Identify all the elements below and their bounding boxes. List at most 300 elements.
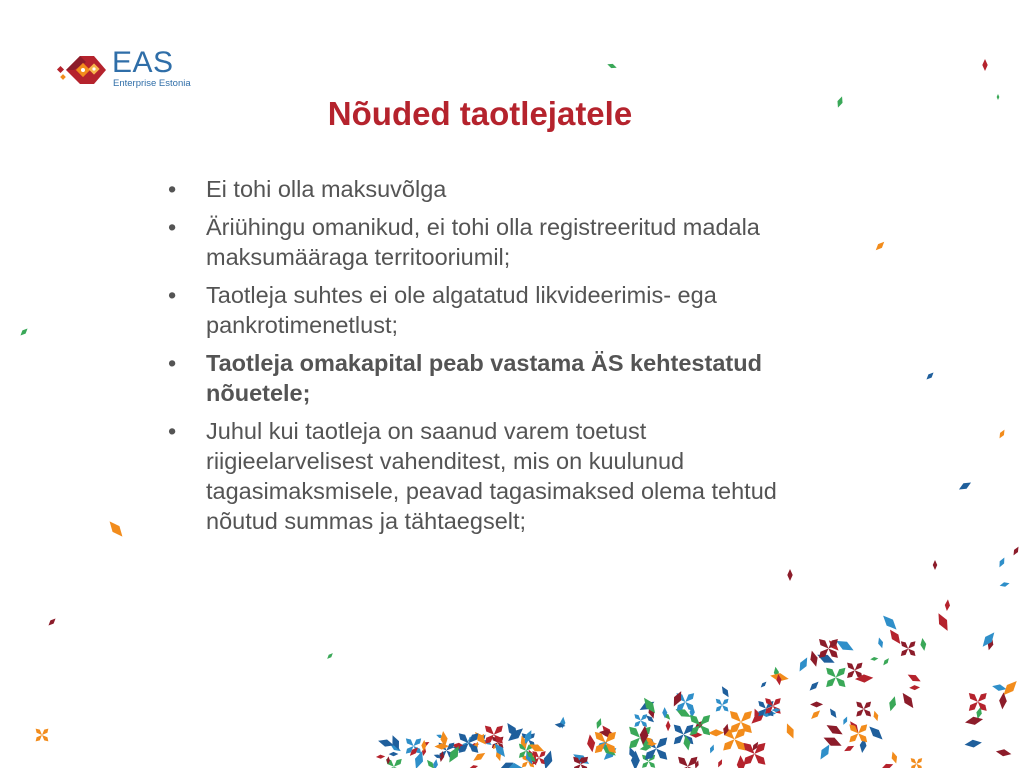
bullet-item bbox=[168, 348, 808, 408]
confetti-star bbox=[653, 746, 670, 763]
confetti-piece bbox=[986, 637, 995, 651]
confetti-piece bbox=[577, 755, 588, 764]
confetti-piece bbox=[607, 62, 618, 70]
confetti-star bbox=[633, 719, 643, 729]
confetti-piece bbox=[47, 617, 57, 627]
confetti-star bbox=[524, 742, 535, 753]
confetti-star bbox=[579, 755, 590, 766]
confetti-star bbox=[640, 760, 650, 768]
confetti-piece bbox=[645, 714, 656, 724]
confetti-star bbox=[847, 731, 860, 744]
confetti-star bbox=[676, 754, 691, 768]
confetti-piece bbox=[389, 734, 402, 751]
confetti-piece bbox=[999, 581, 1010, 588]
confetti-piece bbox=[827, 638, 841, 653]
confetti-star bbox=[687, 713, 702, 728]
confetti-star bbox=[40, 727, 50, 737]
confetti-piece bbox=[541, 749, 555, 768]
confetti-star bbox=[721, 697, 731, 707]
confetti-piece bbox=[505, 725, 526, 744]
bullet-text: Juhul kui taotleja on saanud varem toetust riigieelarvelisest vahenditest, mis on kuulunud tagasimaksmisele, peavad tagasimaksed olema tehtud nõutud summas ja tähtaegselt; bbox=[206, 418, 777, 534]
confetti-star bbox=[771, 704, 783, 716]
confetti-star bbox=[752, 740, 768, 756]
confetti-piece bbox=[919, 638, 927, 652]
confetti-star bbox=[854, 700, 865, 711]
confetti-star bbox=[738, 719, 754, 735]
confetti-star bbox=[732, 736, 749, 753]
confetti-star bbox=[647, 760, 657, 768]
bullet-text: Taotleja suhtes ei ole algatatud likvideerimis- ega pankrotimenetlust; bbox=[206, 282, 717, 338]
confetti-star bbox=[856, 722, 869, 735]
confetti-star bbox=[862, 700, 873, 711]
confetti-star bbox=[531, 756, 541, 766]
confetti-piece bbox=[483, 738, 493, 747]
bullet-text: Taotleja omakapital peab vastama ÄS kehtestatud nõuetele; bbox=[206, 350, 762, 406]
confetti-piece bbox=[421, 740, 427, 752]
bullet-item bbox=[168, 280, 808, 340]
confetti-star bbox=[456, 741, 471, 756]
confetti-piece bbox=[809, 708, 822, 721]
confetti-piece bbox=[870, 657, 879, 662]
confetti-star bbox=[490, 741, 499, 750]
bullet-item bbox=[168, 174, 808, 204]
confetti-piece bbox=[491, 742, 499, 750]
confetti-piece bbox=[389, 742, 403, 754]
confetti-star bbox=[853, 661, 865, 673]
confetti-piece bbox=[662, 707, 667, 718]
confetti-piece bbox=[899, 690, 917, 710]
confetti-star bbox=[34, 727, 44, 737]
confetti-piece bbox=[997, 556, 1006, 568]
confetti-star bbox=[862, 707, 873, 718]
confetti-piece bbox=[479, 733, 487, 742]
confetti-piece bbox=[492, 741, 508, 759]
confetti-star bbox=[738, 708, 754, 724]
confetti-star bbox=[845, 668, 857, 680]
confetti-star bbox=[671, 732, 686, 747]
confetti-star bbox=[698, 723, 713, 738]
confetti-star bbox=[642, 735, 659, 752]
confetti-piece bbox=[796, 656, 810, 674]
confetti-piece bbox=[631, 751, 640, 768]
confetti-piece bbox=[689, 732, 702, 738]
confetti-piece bbox=[595, 717, 604, 729]
confetti-piece bbox=[817, 742, 833, 761]
confetti-star bbox=[640, 753, 650, 763]
confetti-piece bbox=[890, 751, 899, 765]
confetti-star bbox=[517, 749, 528, 760]
confetti-piece bbox=[772, 708, 781, 712]
confetti-piece bbox=[749, 708, 769, 727]
confetti-star bbox=[517, 742, 528, 753]
bullet-text: Ei tohi olla maksuvõlga bbox=[206, 176, 447, 202]
confetti-piece bbox=[504, 762, 524, 768]
confetti-star bbox=[496, 741, 505, 750]
confetti-star bbox=[856, 731, 869, 744]
confetti-piece bbox=[627, 746, 637, 761]
logo-wordmark: EAS bbox=[112, 46, 174, 79]
confetti-star bbox=[826, 637, 840, 651]
confetti-piece bbox=[670, 690, 684, 709]
confetti-star bbox=[824, 675, 839, 690]
confetti-star bbox=[976, 700, 989, 713]
confetti-star bbox=[714, 697, 724, 707]
bullet-marker: • bbox=[168, 282, 177, 308]
confetti-piece bbox=[810, 701, 823, 707]
confetti-star bbox=[727, 708, 743, 724]
confetti-piece bbox=[998, 692, 1007, 710]
confetti-piece bbox=[434, 743, 449, 750]
confetti-piece bbox=[769, 672, 789, 684]
confetti-star bbox=[674, 691, 687, 704]
bullet-item bbox=[168, 212, 808, 272]
confetti-star bbox=[384, 757, 396, 768]
confetti-star bbox=[520, 732, 530, 742]
confetti-piece bbox=[643, 735, 655, 746]
confetti-star bbox=[466, 741, 481, 756]
confetti-star bbox=[674, 700, 687, 713]
confetti-piece bbox=[646, 704, 656, 719]
confetti-piece bbox=[877, 637, 885, 649]
confetti-piece bbox=[933, 560, 938, 570]
confetti-piece bbox=[848, 719, 861, 734]
confetti-piece bbox=[602, 727, 610, 739]
confetti-star bbox=[817, 637, 831, 651]
confetti-piece bbox=[859, 737, 868, 753]
confetti-piece bbox=[554, 722, 565, 728]
confetti-piece bbox=[527, 741, 545, 754]
confetti-star bbox=[714, 704, 724, 714]
confetti-piece bbox=[439, 731, 448, 748]
confetti-piece bbox=[594, 739, 610, 753]
confetti-star bbox=[771, 696, 783, 708]
confetti-star bbox=[40, 733, 50, 743]
confetti-piece bbox=[647, 741, 657, 746]
confetti-piece bbox=[638, 698, 656, 713]
confetti-piece bbox=[525, 748, 539, 767]
confetti-piece bbox=[472, 741, 481, 752]
confetti-star bbox=[826, 646, 840, 660]
confetti-star bbox=[764, 699, 775, 710]
confetti-piece bbox=[528, 754, 537, 764]
confetti-piece bbox=[478, 733, 486, 742]
confetti-piece bbox=[386, 756, 390, 764]
confetti-star bbox=[763, 696, 775, 708]
confetti-star bbox=[899, 647, 910, 658]
confetti-star bbox=[520, 760, 529, 768]
bullet-marker: • bbox=[168, 176, 177, 202]
confetti-star bbox=[592, 740, 608, 756]
confetti-piece bbox=[975, 706, 983, 719]
confetti-star bbox=[720, 736, 737, 753]
confetti-piece bbox=[855, 674, 874, 684]
confetti-piece bbox=[694, 760, 701, 768]
confetti-star bbox=[685, 754, 700, 768]
confetti-piece bbox=[470, 742, 480, 748]
confetti-piece bbox=[601, 745, 619, 763]
confetti-star bbox=[531, 750, 541, 760]
confetti-piece bbox=[499, 760, 515, 768]
confetti-piece bbox=[842, 716, 849, 726]
confetti-star bbox=[437, 741, 449, 753]
confetti-piece bbox=[906, 672, 922, 685]
confetti-star bbox=[642, 746, 659, 763]
confetti-piece bbox=[998, 429, 1007, 440]
confetti-piece bbox=[822, 733, 844, 749]
confetti-piece bbox=[991, 683, 1007, 693]
confetti-piece bbox=[692, 718, 706, 731]
confetti-star bbox=[915, 757, 924, 766]
confetti-piece bbox=[377, 737, 395, 749]
confetti-piece bbox=[522, 729, 535, 746]
bullet-item bbox=[168, 416, 808, 536]
confetti-star bbox=[721, 704, 731, 714]
confetti-star bbox=[460, 741, 469, 750]
confetti-piece bbox=[815, 651, 836, 667]
confetti-piece bbox=[641, 695, 659, 715]
bullet-list bbox=[168, 174, 808, 544]
confetti-piece bbox=[586, 734, 597, 753]
confetti-piece bbox=[666, 720, 671, 731]
confetti-piece bbox=[436, 733, 445, 739]
confetti-piece bbox=[979, 630, 997, 650]
confetti-star bbox=[404, 744, 416, 756]
confetti-piece bbox=[425, 758, 436, 768]
confetti-star bbox=[490, 735, 499, 744]
confetti-piece bbox=[708, 729, 724, 737]
confetti-piece bbox=[866, 724, 885, 743]
confetti-piece bbox=[872, 710, 880, 722]
confetti-piece bbox=[759, 680, 767, 688]
confetti-piece bbox=[599, 729, 615, 738]
confetti-piece bbox=[560, 717, 566, 729]
confetti-piece bbox=[682, 734, 692, 751]
confetti-piece bbox=[708, 744, 715, 754]
confetti-piece bbox=[1000, 678, 1020, 698]
confetti-piece bbox=[982, 59, 987, 71]
confetti-star bbox=[526, 760, 535, 768]
confetti-star bbox=[592, 729, 608, 745]
confetti-star bbox=[537, 756, 547, 766]
confetti-piece bbox=[571, 751, 591, 768]
confetti-piece bbox=[925, 371, 935, 381]
confetti-star bbox=[698, 713, 713, 728]
confetti-star bbox=[526, 754, 535, 763]
confetti-star bbox=[741, 740, 757, 756]
confetti-star bbox=[404, 736, 416, 748]
confetti-star bbox=[732, 725, 749, 742]
confetti-piece bbox=[843, 744, 855, 754]
confetti-star bbox=[579, 762, 590, 768]
confetti-star bbox=[524, 749, 535, 760]
confetti-piece bbox=[326, 652, 334, 660]
confetti-piece bbox=[598, 740, 618, 759]
confetti-star bbox=[633, 713, 643, 723]
bullet-marker: • bbox=[168, 418, 177, 444]
confetti-piece bbox=[1012, 546, 1021, 557]
confetti-star bbox=[483, 723, 496, 736]
confetti-piece bbox=[776, 674, 782, 686]
confetti-star bbox=[520, 754, 529, 763]
confetti-star bbox=[756, 707, 767, 718]
bullet-text: Äriühingu omanikud, ei tohi olla registreeritud madala maksumääraga territooriumil; bbox=[206, 214, 760, 270]
confetti-star bbox=[639, 713, 649, 723]
confetti-star bbox=[683, 691, 696, 704]
confetti-star bbox=[824, 665, 839, 680]
confetti-piece bbox=[874, 240, 886, 252]
confetti-star bbox=[845, 661, 857, 673]
confetti-piece bbox=[716, 758, 724, 768]
confetti-piece bbox=[469, 764, 479, 768]
confetti-star bbox=[681, 732, 696, 747]
confetti-piece bbox=[752, 707, 763, 722]
confetti-piece bbox=[689, 706, 695, 718]
confetti-piece bbox=[408, 746, 420, 758]
confetti-star bbox=[967, 700, 980, 713]
confetti-piece bbox=[494, 749, 502, 762]
confetti-piece bbox=[887, 627, 904, 646]
confetti-star bbox=[752, 751, 768, 767]
confetti-star bbox=[909, 757, 918, 766]
confetti-piece bbox=[719, 685, 731, 699]
confetti-piece bbox=[722, 723, 731, 736]
confetti-star bbox=[676, 764, 691, 768]
confetti-star bbox=[720, 725, 737, 742]
confetti-star bbox=[671, 722, 686, 737]
confetti-piece bbox=[452, 744, 467, 752]
confetti-star bbox=[466, 731, 481, 746]
confetti-star bbox=[466, 735, 475, 744]
confetti-star bbox=[915, 762, 924, 768]
confetti-star bbox=[637, 735, 653, 751]
confetti-piece bbox=[808, 650, 820, 668]
confetti-piece bbox=[787, 569, 792, 581]
confetti-star bbox=[34, 733, 44, 743]
confetti-star bbox=[854, 707, 865, 718]
confetti-star bbox=[492, 732, 505, 745]
confetti-piece bbox=[964, 715, 984, 726]
confetti-star bbox=[906, 639, 917, 650]
confetti-star bbox=[906, 647, 917, 658]
confetti-piece bbox=[834, 637, 856, 654]
confetti-piece bbox=[421, 740, 430, 747]
confetti-star bbox=[741, 751, 757, 767]
confetti-piece bbox=[808, 680, 821, 693]
logo-subtitle: Enterprise Estonia bbox=[113, 78, 191, 89]
confetti-piece bbox=[828, 707, 839, 719]
confetti-piece bbox=[882, 657, 891, 667]
bullet-marker: • bbox=[168, 350, 177, 376]
confetti-piece bbox=[880, 613, 900, 633]
confetti-piece bbox=[471, 750, 487, 763]
confetti-star bbox=[456, 731, 471, 746]
confetti-piece bbox=[389, 752, 399, 757]
confetti-piece bbox=[600, 723, 615, 739]
confetti-star bbox=[537, 750, 547, 760]
confetti-piece bbox=[639, 744, 652, 752]
confetti-star bbox=[833, 675, 848, 690]
confetti-piece bbox=[997, 94, 1000, 100]
confetti-piece bbox=[639, 725, 650, 745]
confetti-piece bbox=[19, 327, 29, 337]
confetti-piece bbox=[909, 685, 920, 690]
confetti-star bbox=[653, 735, 670, 752]
confetti-star bbox=[496, 735, 505, 744]
confetti-star bbox=[437, 749, 449, 761]
confetti-star bbox=[763, 704, 775, 716]
confetti-piece bbox=[106, 518, 126, 539]
confetti-piece bbox=[504, 721, 521, 740]
confetti-star bbox=[853, 668, 865, 680]
confetti-piece bbox=[662, 711, 672, 721]
confetti-star bbox=[527, 732, 537, 742]
confetti-piece bbox=[446, 744, 463, 765]
confetti-piece bbox=[519, 735, 529, 750]
confetti-star bbox=[412, 736, 424, 748]
confetti-star bbox=[445, 749, 457, 761]
confetti-piece bbox=[432, 759, 439, 768]
bullet-marker: • bbox=[168, 214, 177, 240]
slide-title: Nõuded taotlejatele bbox=[327, 95, 633, 132]
confetti-star bbox=[756, 699, 767, 710]
confetti-piece bbox=[421, 747, 427, 757]
confetti-star bbox=[683, 700, 696, 713]
confetti-star bbox=[603, 740, 619, 756]
confetti-piece bbox=[887, 695, 898, 712]
confetti-star bbox=[847, 722, 860, 735]
confetti-piece bbox=[824, 722, 844, 739]
confetti-piece bbox=[757, 708, 777, 718]
confetti-piece bbox=[451, 742, 466, 750]
confetti-piece bbox=[438, 751, 445, 763]
confetti-star bbox=[412, 744, 424, 756]
confetti-star bbox=[626, 724, 642, 740]
confetti-piece bbox=[880, 761, 895, 768]
confetti-piece bbox=[433, 753, 442, 759]
confetti-star bbox=[466, 741, 475, 750]
confetti-star bbox=[833, 665, 848, 680]
confetti-piece bbox=[472, 730, 488, 747]
confetti-piece bbox=[964, 739, 982, 749]
confetti-piece bbox=[750, 741, 760, 753]
confetti-star bbox=[637, 724, 653, 740]
confetti-piece bbox=[944, 599, 950, 611]
confetti-piece bbox=[784, 722, 797, 740]
confetti-star bbox=[571, 755, 582, 766]
confetti-piece bbox=[674, 706, 693, 721]
confetti-star bbox=[445, 741, 457, 753]
confetti-star bbox=[392, 757, 404, 768]
confetti-piece bbox=[934, 611, 951, 633]
confetti-piece bbox=[376, 754, 386, 759]
confetti-star bbox=[967, 691, 980, 704]
confetti-star bbox=[687, 723, 702, 738]
confetti-star bbox=[647, 753, 657, 763]
confetti-star bbox=[520, 738, 530, 748]
confetti-piece bbox=[957, 480, 972, 492]
confetti-star bbox=[571, 762, 582, 768]
confetti-star bbox=[603, 729, 619, 745]
confetti-piece bbox=[736, 755, 746, 768]
confetti-star bbox=[764, 707, 775, 718]
confetti-star bbox=[727, 719, 743, 735]
confetti-piece bbox=[412, 750, 426, 768]
confetti-piece bbox=[995, 748, 1012, 758]
confetti-piece bbox=[523, 749, 535, 766]
confetti-star bbox=[976, 691, 989, 704]
confetti-star bbox=[817, 646, 831, 660]
confetti-star bbox=[626, 735, 642, 751]
